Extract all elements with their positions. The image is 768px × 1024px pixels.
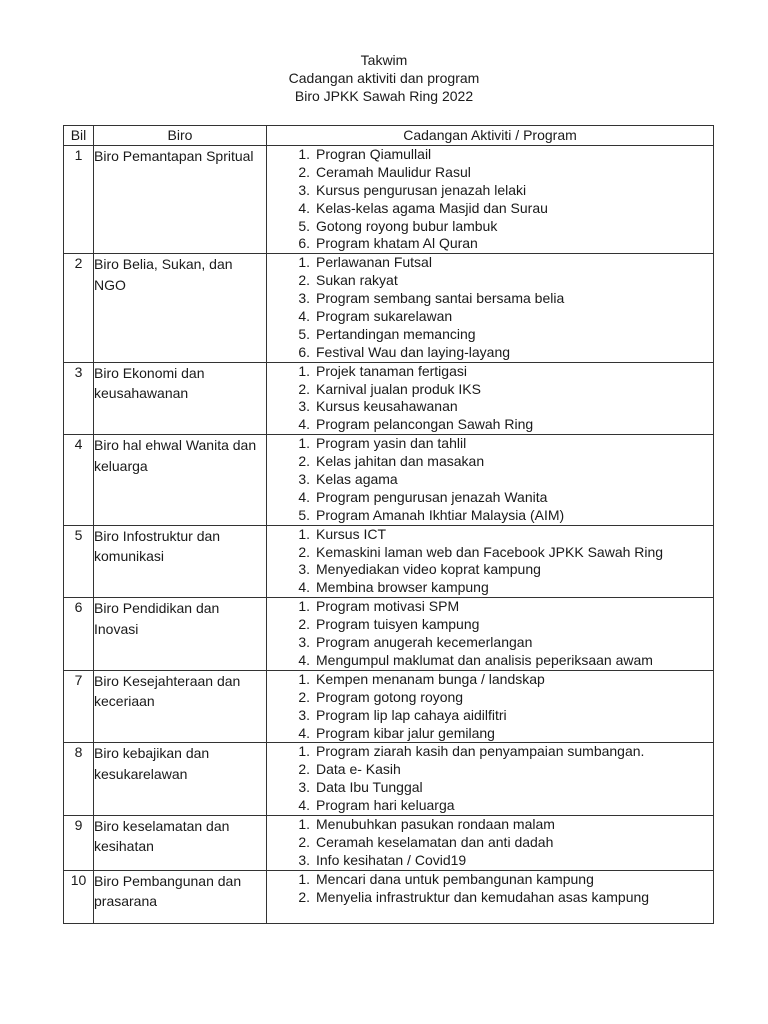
list-item-number: 4.	[298, 199, 310, 216]
list-item-text: Program ziarah kasih dan penyampaian sumbangan.	[316, 743, 645, 760]
list-item-text: Program pelancongan Sawah Ring	[316, 416, 534, 433]
program-list	[267, 671, 713, 743]
list-item-text: Membina browser kampung	[316, 579, 489, 596]
row-number: 9	[64, 815, 94, 870]
list-item-number: 1.	[298, 525, 310, 542]
document-subtitle: Cadangan aktiviti dan program	[288, 70, 480, 86]
list-item	[267, 182, 713, 200]
list-item	[267, 453, 713, 471]
list-item	[267, 852, 713, 870]
list-item-number: 1.	[298, 146, 310, 162]
document-subtitle-2: Biro JPKK Sawah Ring 2022	[294, 88, 474, 104]
program-list	[267, 435, 713, 524]
list-item-text: Karnival jualan produk IKS	[316, 380, 481, 397]
list-item-number: 4.	[298, 579, 310, 596]
program-list-cell	[267, 598, 714, 671]
list-item-text: Data e- Kasih	[316, 761, 401, 778]
table-row	[64, 598, 714, 671]
list-item	[267, 779, 713, 797]
list-item-text: Mengumpul maklumat dan analisis peperiksaan awam	[316, 651, 653, 668]
row-number: 2	[64, 254, 94, 362]
list-item-text: Mencari dana untuk pembangunan kampung	[316, 870, 594, 887]
row-number: 6	[64, 598, 94, 671]
list-item-number: 6.	[298, 343, 310, 360]
biro-name: Biro Pemantapan Spritual	[94, 146, 267, 254]
program-list	[267, 146, 713, 253]
program-list	[267, 871, 713, 907]
table-row	[64, 525, 714, 598]
list-item	[267, 544, 713, 562]
list-item-text: Kelas-kelas agama Masjid dan Surau	[316, 199, 548, 216]
list-item	[267, 416, 713, 434]
row-number: 5	[64, 525, 94, 598]
list-item	[267, 871, 713, 889]
list-item-text: Ceramah keselamatan dan anti dadah	[316, 833, 554, 850]
list-item	[267, 579, 713, 597]
list-item-number: 1.	[298, 670, 310, 687]
list-item-text: Program lip lap cahaya aidilfitri	[316, 706, 507, 723]
program-list-cell	[267, 870, 714, 924]
program-list-cell	[267, 743, 714, 816]
list-item-number: 1.	[298, 254, 310, 271]
table-row	[64, 870, 714, 924]
program-list-cell	[267, 815, 714, 870]
table-row	[64, 435, 714, 525]
list-item-text: Program khatam Al Quran	[316, 235, 478, 252]
list-item-number: 3.	[298, 851, 310, 868]
list-item	[267, 671, 713, 689]
program-list	[267, 816, 713, 870]
list-item-text: Progran Qiamullail	[316, 146, 432, 162]
table-row	[64, 362, 714, 435]
list-item-text: Gotong royong bubur lambuk	[316, 217, 498, 234]
list-item	[267, 634, 713, 652]
list-item-number: 1.	[298, 362, 310, 379]
table-row	[64, 254, 714, 362]
list-item-text: Program motivasi SPM	[316, 598, 460, 615]
list-item-number: 2.	[298, 616, 310, 633]
list-item-text: Kursus ICT	[316, 525, 387, 542]
list-item-text: Info kesihatan / Covid19	[316, 851, 467, 868]
list-item-number: 4.	[298, 308, 310, 325]
list-item-number: 1.	[298, 870, 310, 887]
list-item	[267, 381, 713, 399]
list-item	[267, 363, 713, 381]
list-item-number: 4.	[298, 797, 310, 814]
program-list	[267, 598, 713, 670]
table-header-row	[64, 126, 714, 146]
list-item-number: 3.	[298, 561, 310, 578]
list-item-text: Program hari keluarga	[316, 797, 455, 814]
list-item-text: Program sembang santai bersama belia	[316, 290, 565, 307]
biro-name: Biro Ekonomi dan keusahawanan	[94, 362, 267, 435]
list-item-text: Data Ibu Tunggal	[316, 779, 423, 796]
list-item	[267, 561, 713, 579]
list-item	[267, 164, 713, 182]
list-item-text: Program sukarelawan	[316, 308, 453, 325]
list-item-number: 3.	[298, 290, 310, 307]
list-item-number: 5.	[298, 506, 310, 523]
biro-name: Biro Infostruktur dan komunikasi	[94, 525, 267, 598]
list-item-number: 1.	[298, 435, 310, 452]
program-list	[267, 526, 713, 598]
list-item-number: 5.	[298, 325, 310, 342]
list-item	[267, 526, 713, 544]
program-list-cell	[267, 362, 714, 435]
biro-name: Biro keselamatan dan kesihatan	[94, 815, 267, 870]
column-header-bil: Bil	[64, 126, 94, 146]
table-row	[64, 146, 714, 254]
list-item-number: 2.	[298, 688, 310, 705]
list-item-number: 2.	[298, 833, 310, 850]
list-item-number: 3.	[298, 181, 310, 198]
row-number: 10	[64, 870, 94, 924]
table-row	[64, 815, 714, 870]
list-item-text: Projek tanaman fertigasi	[316, 362, 467, 379]
program-list-cell	[267, 146, 714, 254]
biro-name: Biro Pembangunan dan prasarana	[94, 870, 267, 924]
list-item-text: Program anugerah kecemerlangan	[316, 634, 533, 651]
list-item	[267, 272, 713, 290]
list-item-number: 4.	[298, 416, 310, 433]
list-item-number: 4.	[298, 651, 310, 668]
list-item	[267, 398, 713, 416]
list-item	[267, 797, 713, 815]
list-item-text: Kelas agama	[316, 471, 398, 488]
list-item-text: Menubuhkan pasukan rondaan malam	[316, 815, 555, 832]
list-item-text: Program Amanah Ikhtiar Malaysia (AIM)	[316, 506, 565, 523]
list-item-number: 3.	[298, 706, 310, 723]
list-item-number: 1.	[298, 743, 310, 760]
column-header-biro: Biro	[94, 126, 267, 146]
list-item-number: 4.	[298, 488, 310, 505]
list-item-text: Kursus keusahawanan	[316, 398, 458, 415]
list-item-text: Ceramah Maulidur Rasul	[316, 163, 471, 180]
column-header-program: Cadangan Aktiviti / Program	[267, 126, 714, 146]
list-item-text: Kempen menanam bunga / landskap	[316, 670, 545, 687]
list-item-text: Program yasin dan tahlil	[316, 435, 467, 452]
biro-name: Biro Pendidikan dan Inovasi	[94, 598, 267, 671]
row-number: 4	[64, 435, 94, 525]
table-row	[64, 670, 714, 743]
list-item	[267, 834, 713, 852]
list-item-number: 5.	[298, 217, 310, 234]
list-item-text: Program gotong royong	[316, 688, 464, 705]
list-item	[267, 616, 713, 634]
list-item	[267, 235, 713, 253]
biro-name: Biro Belia, Sukan, dan NGO	[94, 254, 267, 362]
program-list	[267, 743, 713, 815]
list-item	[267, 344, 713, 362]
list-item-number: 3.	[298, 779, 310, 796]
list-item-text: Program kibar jalur gemilang	[316, 724, 495, 741]
list-item-number: 1.	[298, 598, 310, 615]
list-item-text: Menyediakan video koprat kampung	[316, 561, 541, 578]
list-item	[267, 689, 713, 707]
list-item-text: Pertandingan memancing	[316, 325, 476, 342]
program-list	[267, 254, 713, 361]
list-item-number: 3.	[298, 471, 310, 488]
list-item-text: Festival Wau dan laying-layang	[316, 343, 511, 360]
row-number: 7	[64, 670, 94, 743]
list-item	[267, 326, 713, 344]
list-item	[267, 254, 713, 272]
list-item-number: 3.	[298, 634, 310, 651]
row-number: 1	[64, 146, 94, 254]
list-item-text: Perlawanan Futsal	[316, 254, 432, 271]
list-item-number: 6.	[298, 235, 310, 252]
program-list	[267, 363, 713, 435]
program-list-cell	[267, 670, 714, 743]
list-item-number: 2.	[298, 453, 310, 470]
list-item-number: 2.	[298, 761, 310, 778]
list-item	[267, 816, 713, 834]
biro-name: Biro hal ehwal Wanita dan keluarga	[94, 435, 267, 525]
list-item-number: 2.	[298, 380, 310, 397]
list-item-text: Kursus pengurusan jenazah lelaki	[316, 181, 527, 198]
document-title: Takwim	[360, 52, 408, 68]
row-number: 8	[64, 743, 94, 816]
list-item-text: Program pengurusan jenazah Wanita	[316, 488, 548, 505]
table-row	[64, 743, 714, 816]
program-table	[63, 125, 714, 924]
program-list-cell	[267, 435, 714, 525]
biro-name: Biro kebajikan dan kesukarelawan	[94, 743, 267, 816]
list-item-text: Kemaskini laman web dan Facebook JPKK Sawah Ring	[316, 543, 664, 560]
program-list-cell	[267, 525, 714, 598]
biro-name: Biro Kesejahteraan dan keceriaan	[94, 670, 267, 743]
list-item	[267, 200, 713, 218]
list-item	[267, 218, 713, 236]
list-item-number: 2.	[298, 163, 310, 180]
row-number: 3	[64, 362, 94, 435]
list-item	[267, 725, 713, 743]
list-item-number: 1.	[298, 815, 310, 832]
list-item-number: 2.	[298, 272, 310, 289]
list-item-text: Menyelia infrastruktur dan kemudahan asas kampung	[316, 888, 650, 905]
list-item-number: 3.	[298, 398, 310, 415]
list-item	[267, 761, 713, 779]
list-item	[267, 471, 713, 489]
list-item-text: Kelas jahitan dan masakan	[316, 453, 485, 470]
document-header	[0, 51, 768, 105]
list-item-number: 4.	[298, 724, 310, 741]
list-item-number: 2.	[298, 888, 310, 905]
list-item	[267, 146, 713, 164]
list-item	[267, 652, 713, 670]
list-item	[267, 308, 713, 326]
list-item	[267, 489, 713, 507]
list-item	[267, 743, 713, 761]
list-item	[267, 707, 713, 725]
list-item	[267, 889, 713, 907]
list-item	[267, 507, 713, 525]
list-item	[267, 290, 713, 308]
list-item	[267, 598, 713, 616]
list-item-text: Program tuisyen kampung	[316, 616, 480, 633]
list-item	[267, 435, 713, 453]
program-list-cell	[267, 254, 714, 362]
list-item-text: Sukan rakyat	[316, 272, 398, 289]
list-item-number: 2.	[298, 543, 310, 560]
